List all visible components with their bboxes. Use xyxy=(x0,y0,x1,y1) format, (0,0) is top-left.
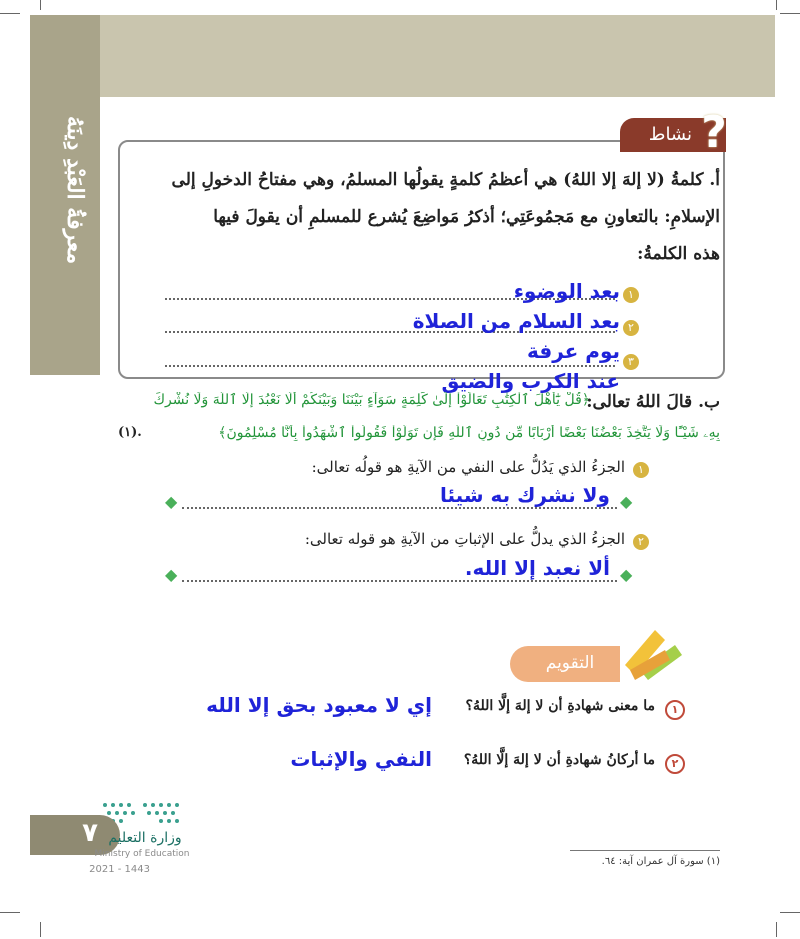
part-a-line-3: هذه الكلمةُ: xyxy=(637,244,720,264)
crop-mark xyxy=(40,0,41,10)
verse-line-1: ﴿قُلْ يَٰٓأَهْلَ ٱلْكِتَٰبِ تَعَالَوْاْ إِلَىٰ كَلِمَةٍ سَوَآءٍ بَيْنَنَا وَبَيْنَكُمْ أَلَّا نَعْبُدَ إِلَّا ٱللَّهَ وَلَا نُشْرِكَ xyxy=(153,392,590,408)
answer-line xyxy=(165,365,615,367)
ornament-icon: ◆ xyxy=(620,492,633,511)
crop-mark xyxy=(0,912,20,913)
evaluation-tab-label: التقويم xyxy=(545,653,595,673)
answer-number-2: ٢ xyxy=(623,320,639,336)
edition-year: 2021 - 1443 xyxy=(89,864,150,875)
question-number-1: ١ xyxy=(665,700,685,720)
chapter-title: معرفةُ العَبْدِ دِينَهُ xyxy=(62,115,88,265)
verse-reference: (١). xyxy=(118,425,142,440)
part-a-line-1: أ. كلمةُ (لا إلهَ إلا اللهُ) هي أعظمُ كلمةٍ يقولُها المسلمُ، وهي مفتاحُ الدخولِ إلى xyxy=(171,170,720,190)
part-a-line-2: الإسلامِ: بالتعاونِ مع مَجمُوعَتِي؛ أذكرُ مَواضِعَ يُشرع للمسلمِ أن يقولَ فيها xyxy=(213,207,720,227)
ministry-name-ar: وزارة التعليم xyxy=(108,830,182,846)
answer-line xyxy=(182,507,617,509)
activity-tab-label: نشاط xyxy=(648,124,692,145)
answer-question-2: النفي والإثبات xyxy=(290,747,432,771)
answer-question-1: إي لا معبود بحق إلا الله xyxy=(206,693,432,717)
question-2: ما أركانُ شهادةِ أن لا إلهَ إلَّا اللهُ؟ xyxy=(463,752,655,768)
question-mark-icon: ? xyxy=(701,107,727,158)
answer-1: بعد الوضوء xyxy=(513,279,620,303)
answer-3: يوم عرفة xyxy=(527,339,620,363)
crop-mark xyxy=(776,922,777,937)
ornament-icon: ◆ xyxy=(620,565,633,584)
crop-mark xyxy=(40,922,41,937)
footnote-divider xyxy=(570,850,720,851)
answer-number-3: ٣ xyxy=(623,354,639,370)
ornament-icon: ◆ xyxy=(165,492,178,511)
part-b-prefix: ب. قالَ اللهُ تعالى: xyxy=(586,392,720,412)
answer-line xyxy=(182,580,617,582)
answer-2: بعد السلام من الصلاة xyxy=(412,309,620,333)
crop-mark xyxy=(780,912,800,913)
header-band xyxy=(30,15,775,97)
answer-4: عند الكرب والضيق xyxy=(441,369,620,393)
sub-answer-1: ولا نشرك به شيئا xyxy=(440,483,610,507)
crop-mark xyxy=(0,13,20,14)
verse-line-2: بِهِۦ شَيْـًٔا وَلَا يَتَّخِذَ بَعْضُنَا بَعْضًا أَرْبَابًا مِّن دُونِ ٱللَّهِ فَإِن تَوَلَّوْاْ فَقُولُواْ ٱشْهَدُواْ بِأَنَّا مُسْلِمُونَ﴾ xyxy=(218,425,720,441)
page-number: ٧ xyxy=(82,818,98,848)
ministry-name-en: Ministry of Education xyxy=(94,849,190,859)
sub-question-1: الجزءُ الذي يَدُلُّ على النفي من الآيةِ هو قولُه تعالى: xyxy=(311,458,625,476)
question-number-2: ٢ xyxy=(665,754,685,774)
crop-mark xyxy=(780,13,800,14)
ornament-icon: ◆ xyxy=(165,565,178,584)
sub-question-number-1: ١ xyxy=(633,462,649,478)
answer-number-1: ١ xyxy=(623,287,639,303)
sub-question-number-2: ٢ xyxy=(633,534,649,550)
sub-question-2: الجزءُ الذي يدلُّ على الإثباتِ من الآيةِ هو قوله تعالى: xyxy=(304,530,625,548)
pen-icon xyxy=(620,625,690,685)
footnote: (١) سورة آل عمران آية: ٦٤. xyxy=(601,856,720,867)
crop-mark xyxy=(776,0,777,10)
question-1: ما معنى شهادةِ أن لا إلهَ إلَّا اللهُ؟ xyxy=(465,698,655,714)
sub-answer-2: ألا نعبد إلا الله. xyxy=(464,556,610,580)
